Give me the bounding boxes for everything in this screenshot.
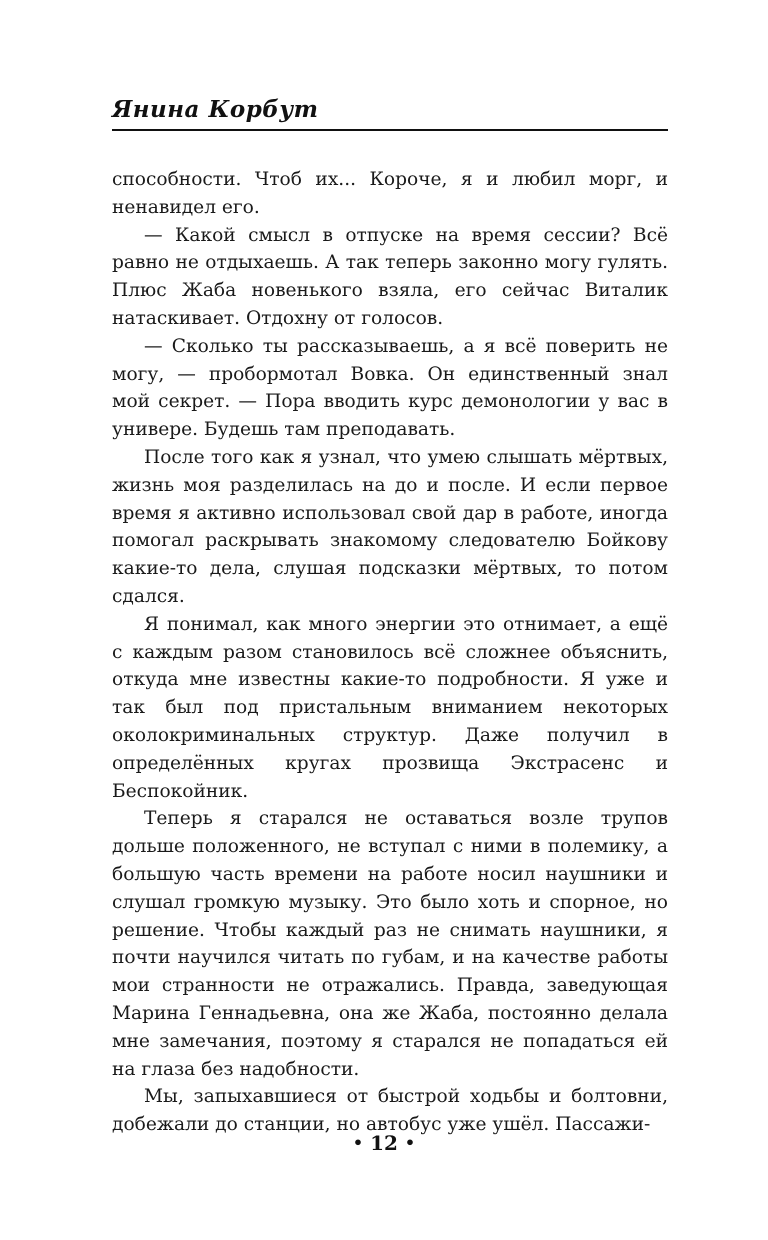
paragraph: Мы, запыхавшиеся от быстрой ходьбы и болтовни, добежали до станции, но автобус уже ушёл. Пассажи- xyxy=(112,1086,668,1136)
running-head-author: Янина Корбут xyxy=(112,96,319,123)
paragraph: способности. Чтоб их... Короче, я и любил морг, и ненавидел его. xyxy=(112,169,668,218)
paragraph: После того как я узнал, что умею слышать мёртвых, жизнь моя разделилась на до и после. И если первое время я активно использовал свой дар в работе, иногда помогал раскрывать знакомому следователю Бойкову какие-то дела, слушая подсказки мёртвых, то потом сдался. xyxy=(112,446,668,607)
body-text xyxy=(112,166,668,1139)
paragraph: — Какой смысл в отпуске на время сессии? Всё равно не отдыхаешь. А так теперь законно могу гулять. Плюс Жаба новенького взяла, его сейчас Виталик натаскивает. Отдохну от голосов. xyxy=(112,224,668,329)
header-rule xyxy=(112,129,668,131)
right-ornament-dot: • xyxy=(404,1133,416,1152)
page-number-footer xyxy=(0,1131,768,1155)
paragraph: Теперь я старался не оставаться возле трупов дольше положенного, не вступал с ними в полемику, а большую часть времени на работе носил наушники и слушал громкую музыку. Это было хоть и спорное, но решение. Чтобы каждый раз не снимать наушники, я почти научился читать по губам, и на качестве работы мои странности не отражались. Правда, заведующая Марина Геннадьевна, она же Жаба, постоянно делала мне замечания, поэтому я старался не попадаться ей на глаза без надобности. xyxy=(112,808,668,1080)
paragraph: — Сколько ты рассказываешь, а я всё поверить не могу, — пробормотал Вовка. Он единственный знал мой секрет. — Пора вводить курс демонологии у вас в универе. Будешь там преподавать. xyxy=(112,335,668,441)
paragraph: Я понимал, как много энергии это отнимает, а ещё с каждым разом становилось всё сложнее объяснить, откуда мне известны какие-то подробности. Я уже и так был под пристальным вниманием некоторых околокриминальных структур. Даже получил в определённых кругах прозвища Экстрасенс и Беспокойник. xyxy=(112,613,668,802)
left-ornament-dot: • xyxy=(352,1133,364,1152)
page-number: 12 xyxy=(370,1131,398,1155)
